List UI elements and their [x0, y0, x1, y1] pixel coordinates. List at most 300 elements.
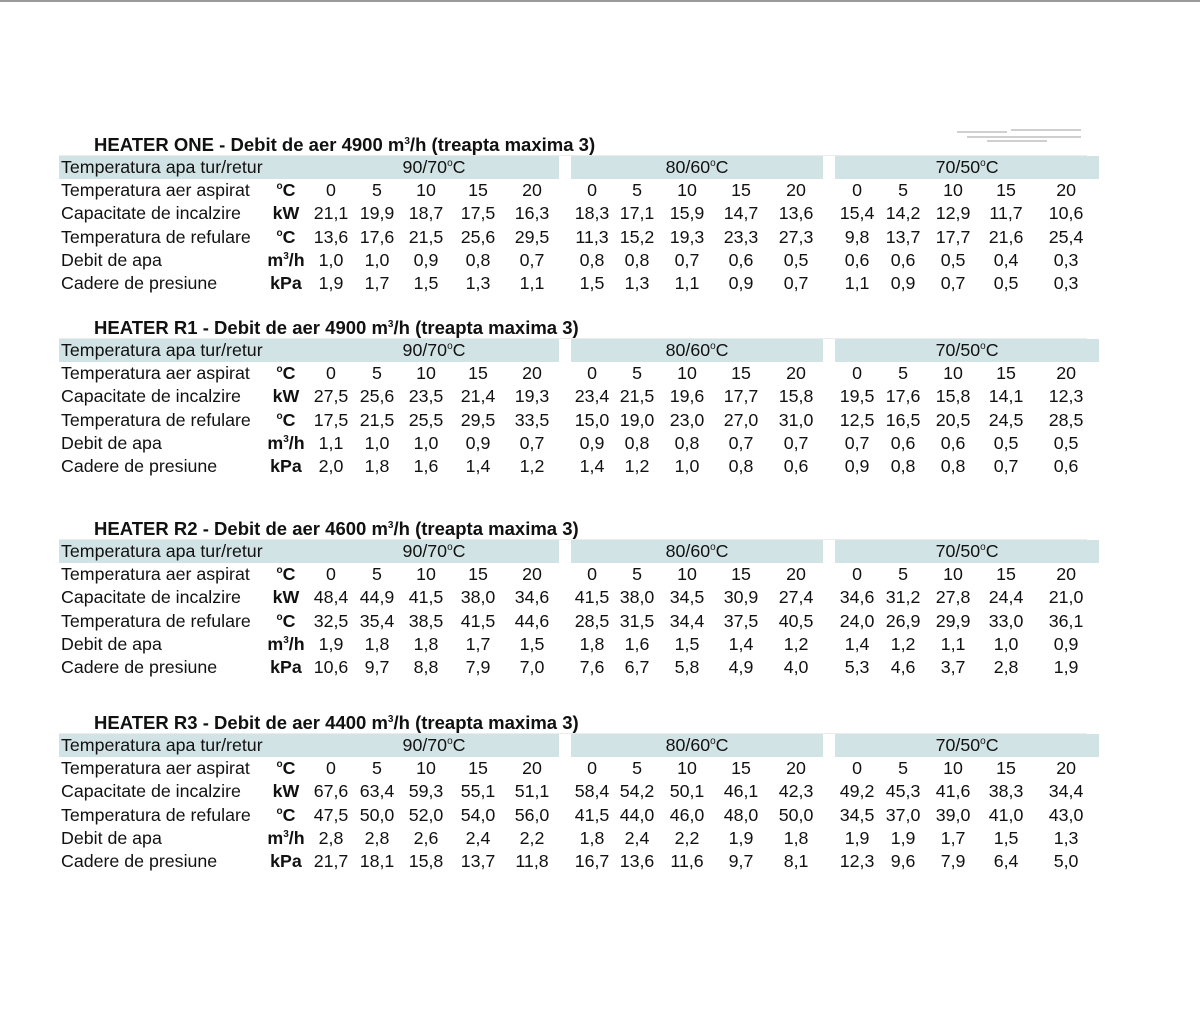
value-cell: 13,7 [885, 226, 921, 247]
value-cell: 16,3 [514, 203, 550, 224]
value-cell: 35,4 [359, 610, 395, 631]
value-cell: 25,4 [1048, 226, 1084, 247]
value-cell: 37,0 [885, 804, 921, 825]
value-cell: 15 [468, 180, 488, 201]
value-cell: 1,9 [318, 273, 344, 294]
group-gap [559, 385, 571, 408]
group-gap [823, 362, 835, 385]
value-cell: 3,7 [940, 657, 966, 678]
heater-section [59, 712, 1099, 873]
title-underline [59, 155, 1087, 156]
value-cell: 12,5 [839, 409, 875, 430]
value-cell: 33,0 [988, 610, 1024, 631]
value-cell: 2,4 [465, 827, 491, 848]
value-cell: 41,5 [574, 587, 610, 608]
heater-table [59, 734, 1099, 873]
heater-table [59, 540, 1099, 679]
value-cell: 15 [996, 363, 1016, 384]
table-row [59, 633, 1099, 656]
value-cell: 15,2 [619, 226, 655, 247]
group-gap [823, 656, 835, 679]
value-cell: 0,6 [890, 432, 916, 453]
value-cell: 5 [632, 564, 642, 585]
value-cell: 0 [587, 564, 597, 585]
value-cell: 2,8 [364, 827, 390, 848]
value-cell: 54,0 [460, 804, 496, 825]
value-cell: 15 [996, 564, 1016, 585]
value-cell: 21,7 [313, 851, 349, 872]
value-cell: 1,0 [674, 456, 700, 477]
value-cell: 2,2 [519, 827, 545, 848]
value-cell: 10 [943, 363, 963, 384]
value-cell: 44,6 [514, 610, 550, 631]
value-cell: 24,0 [839, 610, 875, 631]
row-unit: $^o$C [276, 226, 296, 247]
value-cell: 38,0 [619, 587, 655, 608]
value-cell: 15 [468, 363, 488, 384]
row-label: Capacitate de incalzire [61, 203, 241, 224]
group-gap [823, 827, 835, 850]
value-cell: 19,6 [669, 386, 705, 407]
group-gap [823, 455, 835, 478]
group-gap [823, 202, 835, 225]
value-cell: 20 [786, 180, 806, 201]
value-cell: 15 [996, 758, 1016, 779]
header-label: Temperatura apa tur/retur [59, 339, 263, 362]
value-cell: 0,6 [940, 432, 966, 453]
heater-section [59, 518, 1099, 679]
value-cell: 1,2 [783, 633, 809, 654]
row-label: Temperatura de refulare [61, 226, 251, 247]
value-cell: 0,8 [890, 456, 916, 477]
value-cell: 43,0 [1048, 804, 1084, 825]
value-cell: 1,9 [890, 827, 916, 848]
value-cell: 0,9 [844, 456, 870, 477]
group-gap [559, 226, 571, 249]
group-gap [823, 156, 835, 179]
value-cell: 5 [898, 758, 908, 779]
value-cell: 20 [522, 564, 542, 585]
value-cell: 5 [632, 180, 642, 201]
section-title-text: HEATER R3 - Debit de aer 4400 $m^3/h$ (treapta maxima 3) [94, 712, 579, 733]
value-cell: 15,8 [408, 851, 444, 872]
value-cell: 10 [677, 180, 697, 201]
group-gap [559, 757, 571, 780]
value-cell: 1,7 [940, 827, 966, 848]
value-cell: 2,8 [318, 827, 344, 848]
value-cell: 9,8 [844, 226, 870, 247]
value-cell: 28,5 [574, 610, 610, 631]
value-cell: 1,9 [1053, 657, 1079, 678]
row-unit: kW [272, 781, 300, 802]
value-cell: 0,7 [940, 273, 966, 294]
value-cell: 0,7 [844, 432, 870, 453]
value-cell: 48,0 [723, 804, 759, 825]
value-cell: 23,0 [669, 409, 705, 430]
value-cell: 20 [522, 758, 542, 779]
value-cell: 0,7 [519, 432, 545, 453]
value-cell: 5,0 [1053, 851, 1079, 872]
row-unit: kPa [270, 273, 302, 294]
value-cell: 27,3 [778, 226, 814, 247]
value-cell: 5 [372, 758, 382, 779]
heater-table [59, 156, 1099, 295]
value-cell: 1,8 [364, 456, 390, 477]
table-row [59, 272, 1099, 295]
table-row [59, 586, 1099, 609]
value-cell: 21,4 [460, 386, 496, 407]
value-cell: 10 [677, 564, 697, 585]
group-gap [823, 339, 835, 362]
temp-group-header: 80/60$^o$C [571, 540, 823, 563]
value-cell: 0 [587, 363, 597, 384]
value-cell: 0,7 [783, 432, 809, 453]
value-cell: 21,6 [988, 226, 1024, 247]
value-cell: 1,5 [993, 827, 1019, 848]
group-gap [823, 540, 835, 563]
value-cell: 1,1 [674, 273, 700, 294]
row-unit: $m^3/h$ [267, 432, 305, 453]
value-cell: 41,6 [935, 781, 971, 802]
heater-section [59, 134, 1099, 295]
value-cell: 0,9 [728, 273, 754, 294]
row-unit: kW [272, 587, 300, 608]
value-cell: 0,3 [1053, 249, 1079, 270]
row-label: Temperatura aer aspirat [61, 758, 250, 779]
value-cell: 36,1 [1048, 610, 1084, 631]
header-unit-cell [263, 339, 309, 362]
table-row [59, 432, 1099, 455]
temp-group-header: 80/60$^o$C [571, 734, 823, 757]
section-title-text: HEATER R1 - Debit de aer 4900 $m^3/h$ (treapta maxima 3) [94, 317, 579, 338]
header-label: Temperatura apa tur/retur [59, 734, 263, 757]
value-cell: 25,5 [408, 409, 444, 430]
row-unit: $^o$C [276, 804, 296, 825]
value-cell: 30,9 [723, 587, 759, 608]
value-cell: 18,1 [359, 851, 395, 872]
value-cell: 38,0 [460, 587, 496, 608]
value-cell: 5 [372, 564, 382, 585]
value-cell: 29,9 [935, 610, 971, 631]
row-label: Temperatura de refulare [61, 610, 251, 631]
value-cell: 10 [943, 180, 963, 201]
value-cell: 20,5 [935, 409, 971, 430]
section-title-text: HEATER R2 - Debit de aer 4600 $m^3/h$ (treapta maxima 3) [94, 518, 579, 539]
row-unit: $m^3/h$ [267, 827, 305, 848]
value-cell: 9,7 [728, 851, 754, 872]
value-cell: 1,1 [519, 273, 545, 294]
value-cell: 15,9 [669, 203, 705, 224]
value-cell: 1,8 [364, 633, 390, 654]
value-cell: 63,4 [359, 781, 395, 802]
row-label: Debit de apa [61, 633, 162, 654]
value-cell: 11,6 [670, 851, 704, 872]
row-unit: kPa [270, 657, 302, 678]
value-cell: 41,5 [460, 610, 496, 631]
row-unit: $^o$C [276, 363, 296, 384]
value-cell: 0,8 [624, 249, 650, 270]
value-cell: 48,4 [313, 587, 349, 608]
group-gap [559, 804, 571, 827]
group-gap [559, 850, 571, 873]
value-cell: 1,2 [519, 456, 545, 477]
value-cell: 0,7 [783, 273, 809, 294]
row-label: Temperatura aer aspirat [61, 363, 250, 384]
group-gap [823, 432, 835, 455]
value-cell: 20 [1056, 564, 1076, 585]
value-cell: 0,4 [993, 249, 1019, 270]
value-cell: 1,5 [579, 273, 605, 294]
row-label: Capacitate de incalzire [61, 587, 241, 608]
value-cell: 0,8 [674, 432, 700, 453]
value-cell: 1,8 [783, 827, 809, 848]
temp-group-header: 80/60$^o$C [571, 339, 823, 362]
value-cell: 31,2 [885, 587, 921, 608]
table-row [59, 202, 1099, 225]
value-cell: 2,4 [624, 827, 650, 848]
value-cell: 20 [1056, 363, 1076, 384]
value-cell: 34,6 [514, 587, 550, 608]
value-cell: 14,2 [885, 203, 921, 224]
value-cell: 8,1 [783, 851, 809, 872]
group-gap [559, 734, 571, 757]
value-cell: 0,7 [993, 456, 1019, 477]
value-cell: 15 [996, 180, 1016, 201]
value-cell: 10 [943, 758, 963, 779]
table-row [59, 409, 1099, 432]
value-cell: 19,0 [619, 409, 655, 430]
value-cell: 19,9 [359, 203, 395, 224]
value-cell: 49,2 [839, 781, 875, 802]
table-row [59, 179, 1099, 202]
value-cell: 34,4 [1048, 781, 1084, 802]
row-unit: $m^3/h$ [267, 633, 305, 654]
table-row [59, 656, 1099, 679]
value-cell: 10 [677, 363, 697, 384]
value-cell: 41,5 [574, 804, 610, 825]
value-cell: 11,8 [515, 851, 549, 872]
group-gap [559, 339, 571, 362]
value-cell: 50,0 [778, 804, 814, 825]
row-label: Cadere de presiune [61, 456, 218, 477]
value-cell: 7,0 [519, 657, 545, 678]
value-cell: 46,1 [723, 781, 759, 802]
value-cell: 10,6 [1048, 203, 1084, 224]
title-underline [59, 338, 1087, 339]
value-cell: 16,7 [574, 851, 610, 872]
group-gap [559, 179, 571, 202]
value-cell: 5 [898, 180, 908, 201]
section-title [94, 134, 1099, 156]
value-cell: 0,8 [465, 249, 491, 270]
value-cell: 15,8 [778, 386, 814, 407]
value-cell: 4,0 [783, 657, 809, 678]
value-cell: 1,3 [465, 273, 491, 294]
temp-group-header: 70/50$^o$C [835, 734, 1099, 757]
value-cell: 1,8 [579, 633, 605, 654]
value-cell: 42,3 [778, 781, 814, 802]
value-cell: 0,9 [465, 432, 491, 453]
value-cell: 16,5 [885, 409, 921, 430]
value-cell: 10 [416, 758, 436, 779]
value-cell: 46,0 [669, 804, 705, 825]
value-cell: 1,8 [579, 827, 605, 848]
value-cell: 51,1 [514, 781, 550, 802]
group-gap [559, 610, 571, 633]
group-gap [559, 656, 571, 679]
value-cell: 12,3 [1048, 386, 1084, 407]
value-cell: 44,9 [359, 587, 395, 608]
value-cell: 15 [731, 180, 751, 201]
value-cell: 9,7 [364, 657, 390, 678]
temp-group-header: 90/70$^o$C [309, 540, 559, 563]
header-label: Temperatura apa tur/retur [59, 156, 263, 179]
value-cell: 1,7 [465, 633, 491, 654]
row-unit: kPa [270, 456, 302, 477]
group-gap [823, 179, 835, 202]
value-cell: 1,1 [940, 633, 966, 654]
value-cell: 19,3 [669, 226, 705, 247]
value-cell: 5,8 [674, 657, 700, 678]
table-row [59, 226, 1099, 249]
value-cell: 0 [852, 564, 862, 585]
group-gap [823, 249, 835, 272]
value-cell: 0,3 [1053, 273, 1079, 294]
group-gap [559, 156, 571, 179]
group-gap [559, 432, 571, 455]
value-cell: 44,0 [619, 804, 655, 825]
top-border [0, 0, 1200, 2]
value-cell: 0,6 [728, 249, 754, 270]
group-gap [823, 780, 835, 803]
group-gap [823, 586, 835, 609]
value-cell: 0 [587, 180, 597, 201]
temp-group-header: 90/70$^o$C [309, 156, 559, 179]
value-cell: 1,6 [413, 456, 439, 477]
value-cell: 20 [522, 180, 542, 201]
header-label: Temperatura apa tur/retur [59, 540, 263, 563]
value-cell: 1,0 [413, 432, 439, 453]
value-cell: 4,6 [890, 657, 916, 678]
value-cell: 27,0 [723, 409, 759, 430]
value-cell: 34,5 [669, 587, 705, 608]
value-cell: 1,1 [318, 432, 344, 453]
value-cell: 6,4 [993, 851, 1019, 872]
value-cell: 17,5 [313, 409, 349, 430]
value-cell: 23,5 [408, 386, 444, 407]
value-cell: 45,3 [885, 781, 921, 802]
group-gap [559, 409, 571, 432]
row-unit: $m^3/h$ [267, 249, 305, 270]
value-cell: 0 [852, 180, 862, 201]
value-cell: 34,6 [839, 587, 875, 608]
value-cell: 1,8 [413, 633, 439, 654]
value-cell: 1,1 [844, 273, 870, 294]
group-gap [823, 563, 835, 586]
value-cell: 5 [898, 564, 908, 585]
value-cell: 0,5 [1053, 432, 1079, 453]
temp-group-header: 70/50$^o$C [835, 156, 1099, 179]
header-unit-cell [263, 734, 309, 757]
header-unit-cell [263, 156, 309, 179]
value-cell: 0,6 [783, 456, 809, 477]
value-cell: 10 [677, 758, 697, 779]
value-cell: 15 [468, 564, 488, 585]
title-underline [59, 539, 1087, 540]
value-cell: 1,5 [519, 633, 545, 654]
temp-group-header: 90/70$^o$C [309, 734, 559, 757]
value-cell: 38,3 [988, 781, 1024, 802]
row-unit: $^o$C [276, 180, 296, 201]
value-cell: 54,2 [619, 781, 655, 802]
value-cell: 19,3 [514, 386, 550, 407]
value-cell: 2,8 [993, 657, 1019, 678]
group-gap [559, 540, 571, 563]
value-cell: 5,3 [844, 657, 870, 678]
value-cell: 29,5 [514, 226, 550, 247]
value-cell: 27,4 [778, 587, 814, 608]
value-cell: 33,5 [514, 409, 550, 430]
row-label: Debit de apa [61, 249, 162, 270]
value-cell: 8,8 [413, 657, 439, 678]
value-cell: 20 [1056, 758, 1076, 779]
value-cell: 14,1 [988, 386, 1024, 407]
value-cell: 15,8 [935, 386, 971, 407]
value-cell: 0,7 [728, 432, 754, 453]
group-gap [559, 272, 571, 295]
value-cell: 0 [852, 758, 862, 779]
value-cell: 19,5 [839, 386, 875, 407]
row-label: Temperatura aer aspirat [61, 564, 250, 585]
table-row [59, 362, 1099, 385]
value-cell: 25,6 [460, 226, 496, 247]
table-header-row [59, 734, 1099, 757]
value-cell: 0,9 [579, 432, 605, 453]
value-cell: 13,6 [619, 851, 655, 872]
table-row [59, 249, 1099, 272]
value-cell: 21,5 [408, 226, 444, 247]
value-cell: 24,4 [988, 587, 1024, 608]
temp-group-header: 70/50$^o$C [835, 540, 1099, 563]
value-cell: 0 [326, 758, 336, 779]
table-row [59, 385, 1099, 408]
value-cell: 21,0 [1048, 587, 1084, 608]
value-cell: 23,4 [574, 386, 610, 407]
value-cell: 41,0 [988, 804, 1024, 825]
value-cell: 32,5 [313, 610, 349, 631]
value-cell: 0,5 [783, 249, 809, 270]
group-gap [559, 249, 571, 272]
value-cell: 0,5 [940, 249, 966, 270]
value-cell: 13,6 [778, 203, 814, 224]
value-cell: 7,6 [579, 657, 605, 678]
value-cell: 17,7 [723, 386, 759, 407]
value-cell: 15 [731, 758, 751, 779]
section-title-text: HEATER ONE - Debit de aer 4900 $m^3/h$ (treapta maxima 3) [94, 134, 596, 155]
row-unit: $^o$C [276, 758, 296, 779]
value-cell: 1,3 [624, 273, 650, 294]
value-cell: 5 [372, 180, 382, 201]
value-cell: 1,0 [364, 432, 390, 453]
value-cell: 15,4 [839, 203, 875, 224]
value-cell: 1,4 [579, 456, 605, 477]
value-cell: 1,9 [318, 633, 344, 654]
value-cell: 0,7 [674, 249, 700, 270]
value-cell: 0,5 [993, 273, 1019, 294]
row-unit: $^o$C [276, 610, 296, 631]
table-row [59, 850, 1099, 873]
value-cell: 21,1 [313, 203, 349, 224]
